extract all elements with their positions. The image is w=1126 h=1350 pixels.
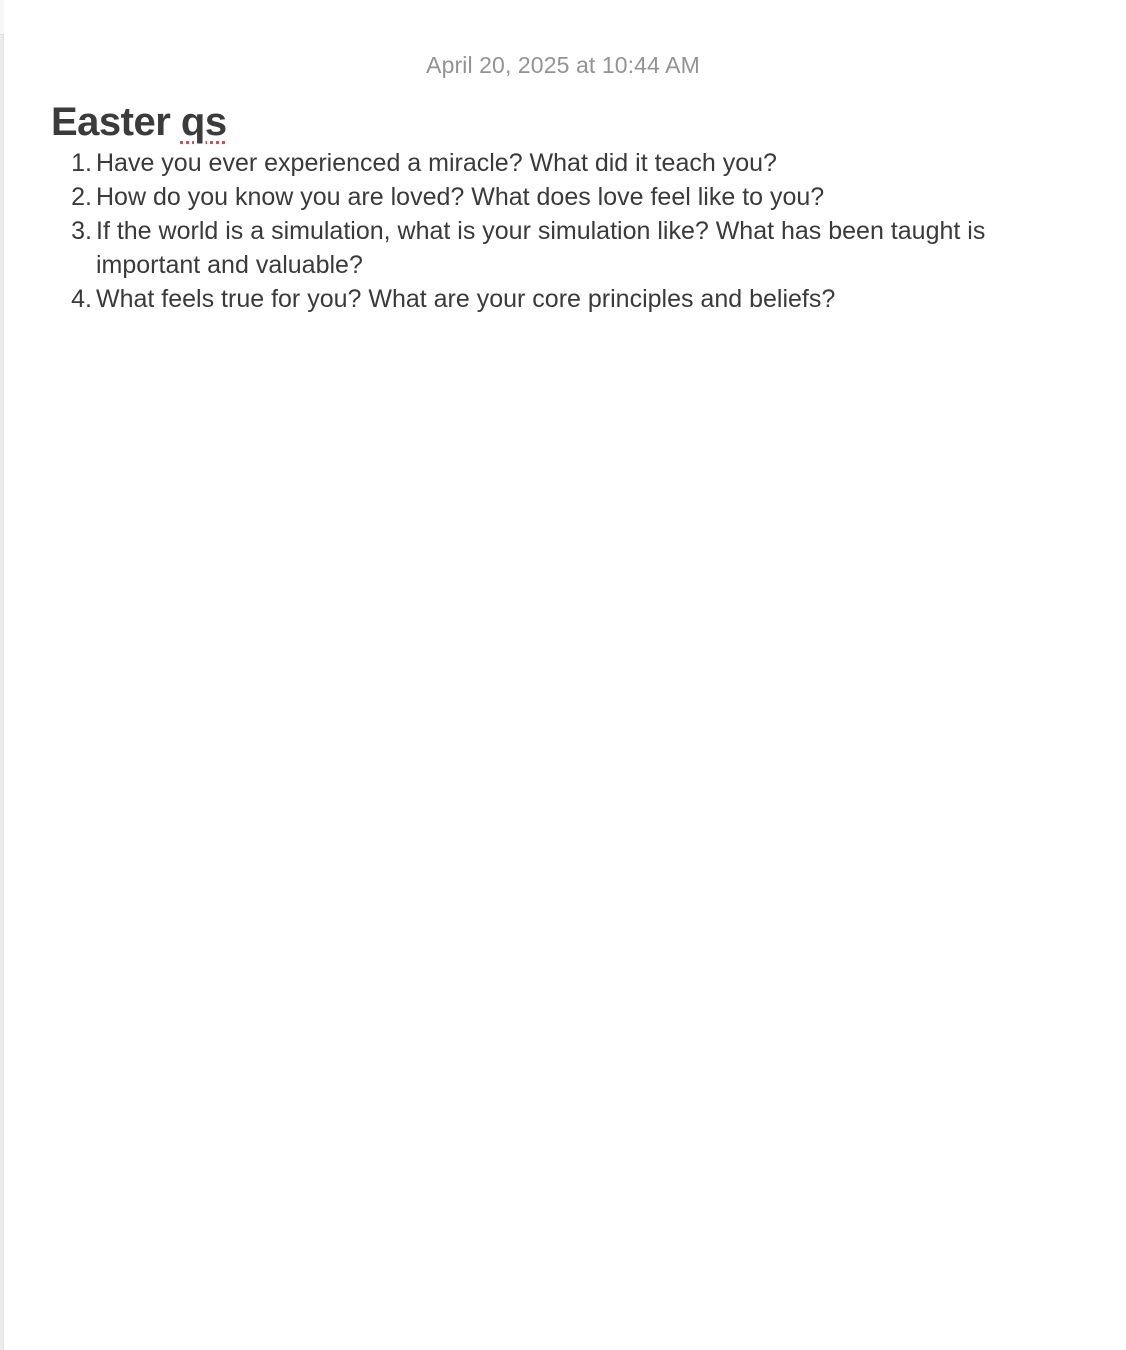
list-item-number: 4. — [71, 285, 92, 313]
list-item-number: 1. — [71, 149, 92, 177]
list-item-text: What feels true for you? What are your core principles and beliefs? — [96, 285, 836, 313]
note-editor[interactable] — [51, 98, 1096, 316]
list-item-text: How do you know you are loved? What does love feel like to you? — [96, 183, 825, 211]
list-item[interactable] — [71, 146, 1096, 180]
sidebar-divider[interactable] — [0, 0, 4, 1350]
note-timestamp: April 20, 2025 at 10:44 AM — [426, 52, 700, 78]
list-item-text: Have you ever experienced a miracle? What did it teach you? — [96, 149, 777, 177]
list-item-number: 3. — [71, 217, 92, 245]
list-item[interactable] — [71, 214, 1096, 282]
list-item-number: 2. — [71, 183, 92, 211]
numbered-list — [51, 146, 1096, 316]
note-title-text: Easter — [51, 100, 181, 144]
list-item[interactable] — [71, 282, 1096, 316]
list-item[interactable] — [71, 180, 1096, 214]
sidebar-divider-top — [0, 0, 4, 35]
note-title[interactable] — [51, 98, 1096, 146]
misspelled-word[interactable]: qs — [180, 100, 227, 144]
list-item-text: If the world is a simulation, what is your simulation like? What has been taught is important and valuable? — [96, 217, 986, 279]
